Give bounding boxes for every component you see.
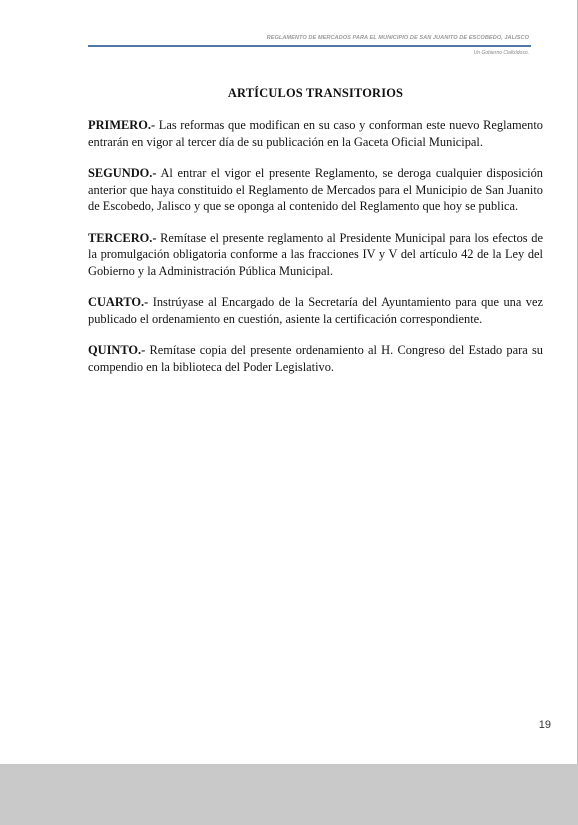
header-rule: [88, 45, 531, 47]
page-number: 19: [538, 719, 551, 731]
article-primero: [88, 117, 543, 150]
article-lead: PRIMERO.-: [88, 118, 156, 132]
header-title: REGLAMENTO DE MERCADOS PARA EL MUNICIPIO DE SAN JUANITO DE ESCOBEDO, JALISCO: [266, 35, 529, 41]
article-tercero: [88, 230, 543, 280]
article-text: Remítase copia del presente ordenamiento al H. Congreso del Estado para su compendio en la biblioteca del Poder Legislativo.: [88, 343, 543, 374]
article-lead: SEGUNDO.-: [88, 166, 157, 180]
articles-list: [88, 117, 543, 390]
article-text: Al entrar el vigor el presente Reglamento, se deroga cualquier disposición anterior que haya constituido el Reglamento de Mercados para el Municipio de San Juanito de Escobedo, Jalisco y que se oponga al contenido del Reglamento que hoy se publica.: [88, 166, 544, 213]
article-cuarto: [88, 294, 543, 327]
article-text: Remítase el presente reglamento al Presidente Municipal para los efectos de la promulgación obligatoria conforme a las fracciones IV y V del artículo 42 de la Ley del Gobierno y la Administración Pública Municipal.: [88, 230, 543, 278]
article-lead: QUINTO.-: [88, 343, 146, 357]
article-lead: CUARTO.-: [88, 295, 149, 309]
article-text: Instrúyase al Encargado de la Secretaría del Ayuntamiento para que una vez publicado el ordenamiento en cuestión, asiente la certificación correspondiente.: [88, 295, 543, 326]
article-quinto: [88, 342, 543, 375]
article-segundo: [88, 165, 543, 215]
article-text: Las reformas que modifican en su caso y conforman este nuevo Reglamento entrarán en vigor al tercer día de su publicación en la Gaceta Oficial Municipal.: [88, 118, 543, 149]
header-slogan: Un Gobierno Clallxldoso.: [473, 50, 529, 56]
section-title: ARTÍCULOS TRANSITORIOS: [227, 86, 404, 100]
article-lead: TERCERO.-: [88, 230, 157, 245]
